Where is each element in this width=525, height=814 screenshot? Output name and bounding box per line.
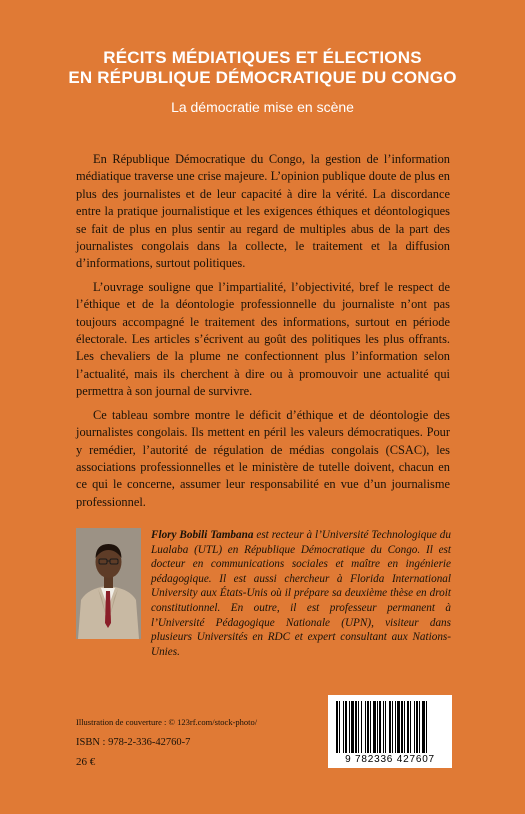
barcode-bar — [361, 701, 362, 753]
blurb-paragraph: En République Démocratique du Congo, la gestion de l’information médiatique traverse une crise majeure. L’opinion publique doute de plus en plus des journalistes et de leur capacité à dire la vérité. La discordance entre la pratique journalistique et les exigences éthiques et déontologiques se fait de plus en plus sentir au regard de multiples abus de la part des journalistes congolais dans la collecte, le traitement et la diffusion d’informations, surtout politiques. — [76, 152, 450, 271]
barcode-bar — [379, 701, 381, 753]
barcode-bar — [351, 701, 354, 753]
barcode-bar — [355, 701, 357, 753]
price: 26 € — [76, 756, 96, 768]
illustration-credit: Illustration de couverture : © 123rf.com/stock-photo/ — [76, 717, 258, 727]
barcode-bar — [377, 701, 378, 753]
barcode-bar — [395, 701, 396, 753]
author-photo — [76, 528, 141, 639]
book-title — [0, 48, 525, 88]
author-bio-text: est recteur à l’Université Technologique du Lualaba (UTL) en République Démocratique du Congo. Il est docteur en communications sociales et maître en ingénierie pédagogique. Il est aussi chercheur à Florida International University aux États-Unis où il prépare sa deuxième thèse en droit constitutionnel. En outre, il est professeur permanent à l’Université Pédagogique Nationale (UPN), visiteur dans plusieurs Universités en RDC et expert consultant aux Nations-Unies. — [151, 529, 451, 658]
barcode-bar — [367, 701, 369, 753]
barcode-bar — [336, 701, 338, 753]
barcode-bar — [404, 701, 405, 753]
barcode-bar — [373, 701, 376, 753]
title-line-1: RÉCITS MÉDIATIQUES ET ÉLECTIONS — [103, 48, 422, 67]
barcode-bar — [416, 701, 418, 753]
barcode-bar — [410, 701, 411, 753]
barcode-bar — [419, 701, 420, 753]
barcode-bar — [392, 701, 393, 753]
book-subtitle: La démocratie mise en scène — [171, 99, 354, 115]
barcode-bar — [385, 701, 386, 753]
blurb — [76, 151, 450, 517]
isbn: ISBN : 978-2-336-42760-7 — [76, 737, 191, 748]
author-bio — [151, 528, 451, 659]
barcode-bar — [370, 701, 371, 753]
barcode-digits: 9 782336 427607 — [345, 754, 435, 765]
barcode-bar — [339, 701, 340, 753]
barcode-bar — [349, 701, 350, 753]
barcode-bar — [343, 701, 344, 753]
barcode-bar — [414, 701, 415, 753]
barcode-bar — [358, 701, 359, 753]
barcode-bar — [401, 701, 403, 753]
blurb-paragraph: Ce tableau sombre montre le déficit d’éthique et de déontologie des journalistes congolais. Ils mettent en péril les valeurs démocratiques. Pour y remédier, l’autorité de régulation de médias congolais (CSAC), les associations professionnelles et le ministère de tutelle doivent, chacun en ce qui le concerne, assumer leur responsabilité en vue d’un journalisme professionnel. — [76, 407, 450, 509]
barcode-bar — [426, 701, 427, 753]
blurb-paragraph: L’ouvrage souligne que l’impartialité, l’objectivité, bref le respect de l’éthique et de la déontologie professionnelle du journaliste n’ont pas toujours accompagné le traitement des informations, surtout en période électorale. Les articles s’écrivent au goût des politiques les plus offrants. Les chevaliers de la plume ne confectionnent plus l’information selon l’actualité, mais ils cherchent à dire ou à promouvoir une actualité qui permettra à son journal de survivre. — [76, 279, 450, 399]
barcode-bar — [345, 701, 347, 753]
barcode-bars — [328, 695, 452, 755]
author-name: Flory Bobili Tambana — [151, 529, 254, 541]
barcode-bar — [407, 701, 409, 753]
barcode-bar — [365, 701, 366, 753]
barcode-bar — [389, 701, 391, 753]
title-line-2: EN RÉPUBLIQUE DÉMOCRATIQUE DU CONGO — [68, 68, 457, 87]
barcode-bar — [383, 701, 384, 753]
barcode-bar — [422, 701, 425, 753]
barcode-bar — [397, 701, 400, 753]
barcode — [328, 695, 452, 768]
